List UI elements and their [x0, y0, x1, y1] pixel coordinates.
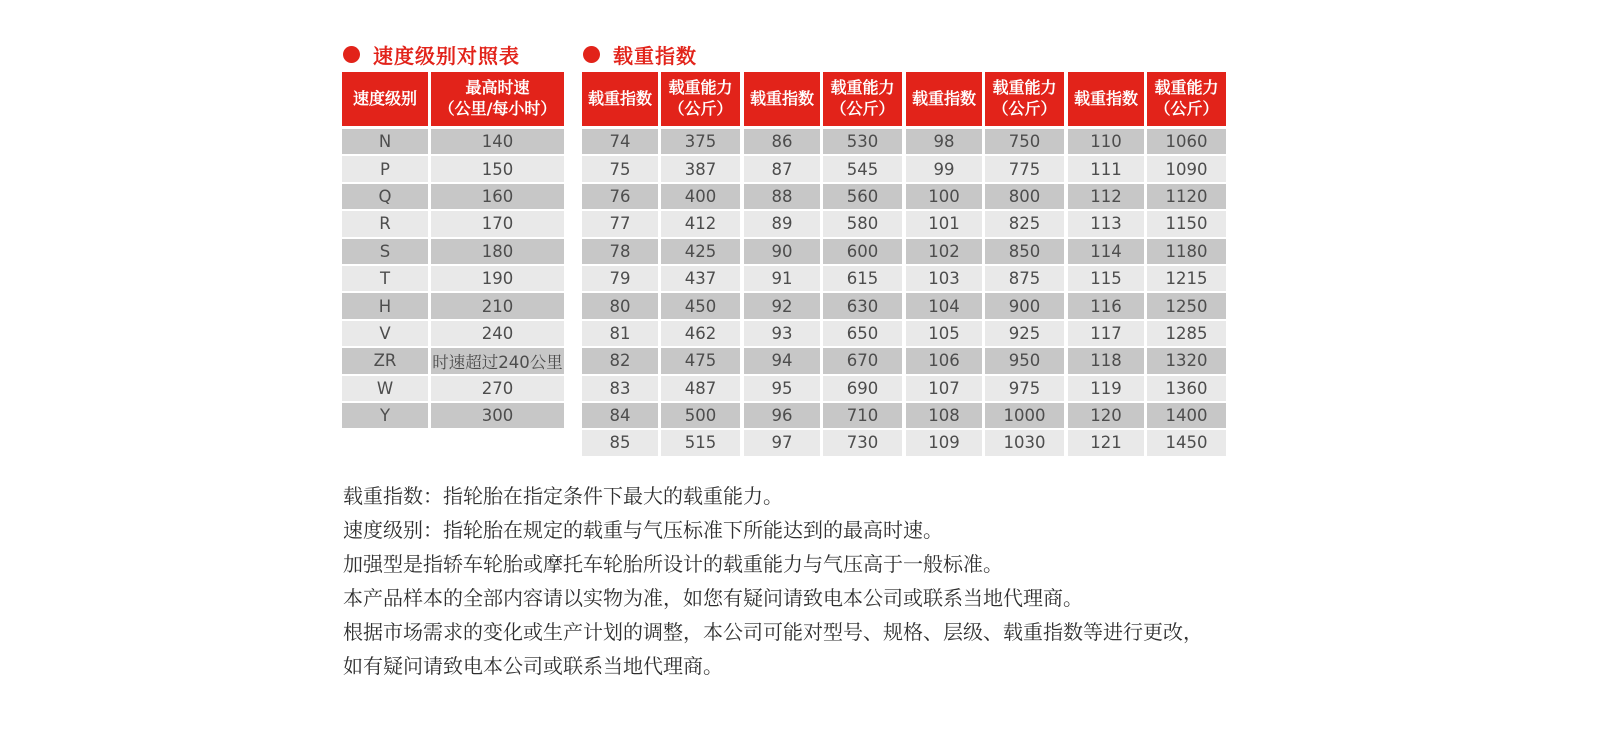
table-cell: 412 — [661, 211, 740, 236]
table-cell: 1450 — [1147, 430, 1226, 455]
table-cell: 825 — [985, 211, 1064, 236]
table-row — [342, 129, 564, 154]
table-row — [744, 293, 902, 318]
table-row — [1068, 239, 1226, 264]
table-row — [1068, 211, 1226, 236]
table-cell: 1360 — [1147, 376, 1226, 401]
table-row — [1068, 430, 1226, 455]
table-cell: 750 — [985, 129, 1064, 154]
note-line: 根据市场需求的变化或生产计划的调整，本公司可能对型号、规格、层级、载重指数等进行更改， — [343, 620, 1203, 644]
max-speed-header-line2: （公里/每小时） — [438, 99, 557, 118]
load-index-column-header: 载重指数 — [744, 72, 820, 126]
table-row — [582, 321, 740, 346]
table-cell: 487 — [661, 376, 740, 401]
table-cell: 515 — [661, 430, 740, 455]
table-cell: 1215 — [1147, 266, 1226, 291]
table-cell: 560 — [823, 184, 902, 209]
table-row — [1068, 266, 1226, 291]
table-cell: 710 — [823, 403, 902, 428]
table-cell: 580 — [823, 211, 902, 236]
table-cell: 89 — [744, 211, 820, 236]
speed-table-title-text: 速度级别对照表 — [373, 44, 520, 68]
load-table-header-row — [744, 72, 902, 126]
table-row — [342, 211, 564, 236]
load-index-group — [582, 72, 740, 458]
table-row — [342, 293, 564, 318]
table-cell: 104 — [906, 293, 982, 318]
table-cell: 107 — [906, 376, 982, 401]
max-speed-header-line1: 最高时速 — [465, 78, 530, 98]
table-cell: 1320 — [1147, 348, 1226, 373]
table-cell: 99 — [906, 156, 982, 181]
table-cell: 117 — [1068, 321, 1144, 346]
note-line: 速度级别：指轮胎在规定的载重与气压标准下所能达到的最高时速。 — [343, 518, 943, 542]
table-cell: 530 — [823, 129, 902, 154]
table-cell: 775 — [985, 156, 1064, 181]
table-cell: 1250 — [1147, 293, 1226, 318]
table-cell: 86 — [744, 129, 820, 154]
table-row — [582, 266, 740, 291]
table-cell: 93 — [744, 321, 820, 346]
table-cell: 1000 — [985, 403, 1064, 428]
table-row — [1068, 403, 1226, 428]
table-cell: W — [342, 376, 428, 401]
table-row — [906, 403, 1064, 428]
table-row — [582, 293, 740, 318]
table-cell: 87 — [744, 156, 820, 181]
table-cell: 630 — [823, 293, 902, 318]
table-cell: 1400 — [1147, 403, 1226, 428]
load-table-header-row — [1068, 72, 1226, 126]
load-capacity-header-line1: 载重能力 — [830, 78, 895, 98]
table-cell: 270 — [431, 376, 564, 401]
table-row — [582, 156, 740, 181]
table-cell: 110 — [1068, 129, 1144, 154]
table-cell: N — [342, 129, 428, 154]
note-line: 加强型是指轿车轮胎或摩托车轮胎所设计的载重能力与气压高于一般标准。 — [343, 552, 1003, 576]
load-capacity-column-header — [661, 72, 740, 126]
table-cell: 111 — [1068, 156, 1144, 181]
table-cell: 79 — [582, 266, 658, 291]
table-row — [1068, 321, 1226, 346]
table-cell: 116 — [1068, 293, 1144, 318]
load-capacity-header-line2: （公斤） — [1154, 99, 1219, 118]
table-cell: 1180 — [1147, 239, 1226, 264]
table-cell: 160 — [431, 184, 564, 209]
table-row — [744, 403, 902, 428]
table-cell: 91 — [744, 266, 820, 291]
table-row — [342, 266, 564, 291]
table-cell: 95 — [744, 376, 820, 401]
table-cell: 210 — [431, 293, 564, 318]
speed-rating-table — [342, 72, 564, 430]
table-cell: 150 — [431, 156, 564, 181]
table-row — [342, 156, 564, 181]
load-index-group — [906, 72, 1064, 458]
table-row — [906, 348, 1064, 373]
load-index-column-header: 载重指数 — [906, 72, 982, 126]
table-cell: Q — [342, 184, 428, 209]
table-row — [744, 376, 902, 401]
table-cell: 75 — [582, 156, 658, 181]
table-cell: 950 — [985, 348, 1064, 373]
load-capacity-column-header — [1147, 72, 1226, 126]
table-row — [906, 376, 1064, 401]
load-capacity-header-line2: （公斤） — [992, 99, 1057, 118]
table-row — [582, 129, 740, 154]
table-row — [744, 348, 902, 373]
table-row — [342, 184, 564, 209]
speed-rating-column-header: 速度级别 — [342, 72, 428, 126]
table-cell: 1060 — [1147, 129, 1226, 154]
table-cell: 375 — [661, 129, 740, 154]
table-cell: 120 — [1068, 403, 1144, 428]
table-cell: 140 — [431, 129, 564, 154]
table-cell: 180 — [431, 239, 564, 264]
table-cell: 975 — [985, 376, 1064, 401]
note-line: 本产品样本的全部内容请以实物为准，如您有疑问请致电本公司或联系当地代理商。 — [343, 586, 1083, 610]
load-table-header-row — [906, 72, 1064, 126]
note-line: 载重指数：指轮胎在指定条件下最大的载重能力。 — [343, 484, 783, 508]
table-row — [582, 239, 740, 264]
table-cell: 121 — [1068, 430, 1144, 455]
table-cell: 114 — [1068, 239, 1144, 264]
table-cell: H — [342, 293, 428, 318]
table-cell: 76 — [582, 184, 658, 209]
load-index-column-header: 载重指数 — [1068, 72, 1144, 126]
load-capacity-header-line2: （公斤） — [830, 99, 895, 118]
load-capacity-header-line2: （公斤） — [668, 99, 733, 118]
table-cell: 109 — [906, 430, 982, 455]
table-cell: V — [342, 321, 428, 346]
table-cell: 98 — [906, 129, 982, 154]
table-row — [1068, 348, 1226, 373]
table-row — [342, 239, 564, 264]
table-cell: 83 — [582, 376, 658, 401]
red-bullet-icon — [343, 46, 360, 63]
table-cell: 400 — [661, 184, 740, 209]
table-row — [744, 211, 902, 236]
table-row — [744, 266, 902, 291]
table-cell: ZR — [342, 348, 428, 373]
table-cell: 97 — [744, 430, 820, 455]
speed-table-title — [343, 40, 520, 69]
load-index-table — [582, 72, 1226, 458]
table-cell: 时速超过240公里 — [431, 348, 564, 373]
table-row — [744, 156, 902, 181]
table-cell: 170 — [431, 211, 564, 236]
red-bullet-icon — [583, 46, 600, 63]
table-row — [582, 430, 740, 455]
table-cell: 437 — [661, 266, 740, 291]
table-row — [1068, 129, 1226, 154]
table-cell: 112 — [1068, 184, 1144, 209]
table-cell: 100 — [906, 184, 982, 209]
table-cell: 80 — [582, 293, 658, 318]
table-cell: 850 — [985, 239, 1064, 264]
table-cell: 115 — [1068, 266, 1144, 291]
table-cell: Y — [342, 403, 428, 428]
table-row — [906, 293, 1064, 318]
table-cell: 450 — [661, 293, 740, 318]
table-row — [906, 156, 1064, 181]
table-row — [1068, 293, 1226, 318]
table-cell: P — [342, 156, 428, 181]
load-table-header-row — [582, 72, 740, 126]
table-row — [1068, 184, 1226, 209]
table-cell: 77 — [582, 211, 658, 236]
table-row — [906, 321, 1064, 346]
table-row — [906, 239, 1064, 264]
table-cell: 900 — [985, 293, 1064, 318]
load-index-column-header: 载重指数 — [582, 72, 658, 126]
table-row — [1068, 156, 1226, 181]
table-row — [582, 211, 740, 236]
table-cell: 600 — [823, 239, 902, 264]
load-index-group — [1068, 72, 1226, 458]
table-cell: 387 — [661, 156, 740, 181]
speed-table-body — [342, 129, 564, 428]
table-row — [582, 403, 740, 428]
load-capacity-header-line1: 载重能力 — [1154, 78, 1219, 98]
table-row — [906, 430, 1064, 455]
table-row — [582, 184, 740, 209]
table-cell: 545 — [823, 156, 902, 181]
table-cell: 94 — [744, 348, 820, 373]
table-cell: 108 — [906, 403, 982, 428]
table-cell: 500 — [661, 403, 740, 428]
table-cell: 190 — [431, 266, 564, 291]
table-row — [342, 321, 564, 346]
table-cell: 106 — [906, 348, 982, 373]
table-cell: 300 — [431, 403, 564, 428]
table-cell: 925 — [985, 321, 1064, 346]
load-table-title-text: 载重指数 — [613, 44, 697, 68]
table-row — [906, 211, 1064, 236]
table-row — [744, 129, 902, 154]
table-cell: 88 — [744, 184, 820, 209]
table-cell: 1120 — [1147, 184, 1226, 209]
footnotes — [343, 479, 1243, 683]
max-speed-column-header — [431, 72, 564, 126]
table-cell: 475 — [661, 348, 740, 373]
table-cell: 96 — [744, 403, 820, 428]
table-cell: 78 — [582, 239, 658, 264]
table-cell: 82 — [582, 348, 658, 373]
table-cell: 615 — [823, 266, 902, 291]
table-cell: 102 — [906, 239, 982, 264]
table-cell: S — [342, 239, 428, 264]
table-row — [906, 129, 1064, 154]
table-row — [744, 321, 902, 346]
note-line: 如有疑问请致电本公司或联系当地代理商。 — [343, 654, 723, 678]
load-capacity-column-header — [823, 72, 902, 126]
table-cell: 105 — [906, 321, 982, 346]
table-cell: R — [342, 211, 428, 236]
table-cell: 425 — [661, 239, 740, 264]
table-cell: 1150 — [1147, 211, 1226, 236]
table-cell: 113 — [1068, 211, 1144, 236]
table-cell: 875 — [985, 266, 1064, 291]
table-row — [744, 239, 902, 264]
table-cell: 730 — [823, 430, 902, 455]
table-cell: 462 — [661, 321, 740, 346]
load-table-title — [583, 40, 697, 69]
table-row — [906, 184, 1064, 209]
load-capacity-header-line1: 载重能力 — [992, 78, 1057, 98]
table-row — [582, 348, 740, 373]
table-row — [744, 184, 902, 209]
table-row — [342, 403, 564, 428]
table-cell: 85 — [582, 430, 658, 455]
table-cell: 81 — [582, 321, 658, 346]
table-cell: 103 — [906, 266, 982, 291]
table-row — [582, 376, 740, 401]
table-row — [1068, 376, 1226, 401]
load-capacity-column-header — [985, 72, 1064, 126]
table-cell: T — [342, 266, 428, 291]
table-cell: 92 — [744, 293, 820, 318]
table-cell: 650 — [823, 321, 902, 346]
table-row — [744, 430, 902, 455]
table-row — [906, 266, 1064, 291]
table-cell: 118 — [1068, 348, 1144, 373]
table-cell: 74 — [582, 129, 658, 154]
table-cell: 800 — [985, 184, 1064, 209]
table-row — [342, 376, 564, 401]
table-cell: 1030 — [985, 430, 1064, 455]
table-cell: 90 — [744, 239, 820, 264]
table-cell: 1090 — [1147, 156, 1226, 181]
table-cell: 690 — [823, 376, 902, 401]
speed-table-header-row — [342, 72, 564, 126]
table-cell: 670 — [823, 348, 902, 373]
table-cell: 240 — [431, 321, 564, 346]
load-capacity-header-line1: 载重能力 — [668, 78, 733, 98]
table-cell: 84 — [582, 403, 658, 428]
table-cell: 119 — [1068, 376, 1144, 401]
table-row — [342, 348, 564, 373]
table-cell: 1285 — [1147, 321, 1226, 346]
load-index-group — [744, 72, 902, 458]
table-cell: 101 — [906, 211, 982, 236]
